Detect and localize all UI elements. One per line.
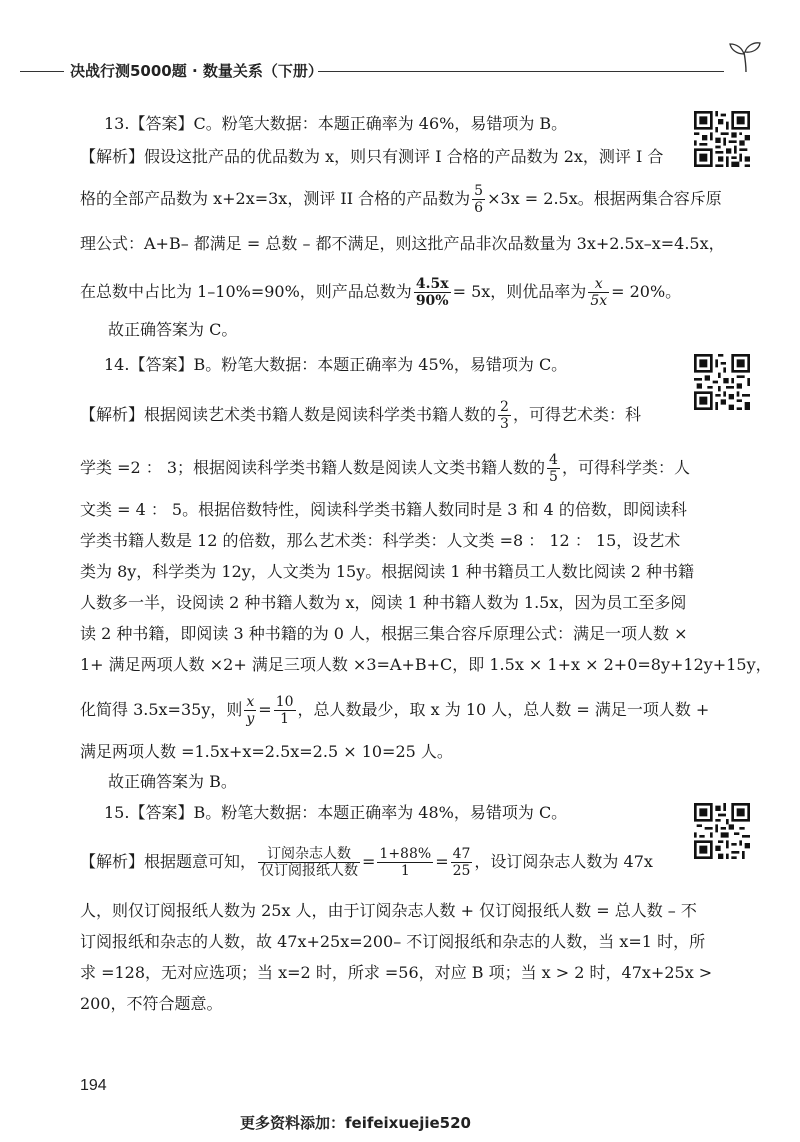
fraction-numerator: 4 [549, 452, 558, 468]
fraction-denominator: 25 [452, 863, 471, 879]
q14-explanation-line: 1+ 满足两项人数 ×2+ 满足三项人数 ×3=A+B+C，即 1.5x × 1+x × 2+0=8y+12y+15y， [80, 655, 772, 674]
q13-conclusion: 故正确答案为 C。 [108, 320, 238, 339]
fraction-denominator: 仅订阅报纸人数 [260, 863, 359, 879]
q15-answer-line: 15.【答案】B。粉笔大数据：本题正确率为 48%，易错项为 C。 [104, 803, 568, 822]
q13-explanation-line [80, 276, 682, 309]
q15-explanation-line: 订阅报纸和杂志的人数，故 47x+25x=200– 不订阅报纸和杂志的人数，当 x=1 时，所 [80, 932, 706, 951]
text-run: ×3x = 2.5x。根据两集合容斥原 [487, 189, 722, 208]
text-run: 在总数中占比为 1–10%=90%，则产品总数为 [80, 282, 412, 301]
text-run: 化简得 3.5x=35y，则 [80, 700, 243, 719]
q15-explanation-line [80, 846, 676, 879]
fraction-numerator: 4.5x [414, 276, 451, 293]
fraction-denominator: 90% [415, 293, 449, 309]
fraction-denominator: y [246, 711, 255, 727]
fraction-numerator: 47 [452, 846, 471, 862]
fraction-numerator: 10 [275, 694, 294, 710]
text-run: = 5x，则优品率为 [452, 282, 587, 301]
text-run: = [258, 700, 272, 719]
text-run: ，总人数最少，取 x 为 10 人，总人数 = 满足一项人数 + [297, 700, 710, 719]
fraction-numerator: 1+88% [379, 846, 432, 862]
fraction [547, 452, 560, 485]
fraction-denominator: 1 [400, 863, 410, 879]
q14-conclusion: 故正确答案为 B。 [108, 772, 237, 791]
running-header [0, 60, 800, 84]
fraction [498, 399, 511, 432]
q14-explanation-line: 读 2 种书籍，即阅读 3 种书籍的为 0 人，根据三集合容斥原理公式：满足一项人数 × [80, 624, 688, 643]
fraction [588, 276, 609, 309]
q14-answer-line: 14.【答案】B。粉笔大数据：本题正确率为 45%，易错项为 C。 [104, 355, 568, 374]
q15-explanation-line: 求 =128，无对应选项；当 x=2 时，所求 =56，对应 B 项；当 x > 2 时，47x+25x > [80, 963, 713, 982]
q14-explanation-line: 文类 = 4 ： 5。根据倍数特性，阅读科学类书籍人数同时是 3 和 4 的倍数，即阅读科 [80, 500, 687, 519]
qr-code-icon [694, 111, 750, 167]
header-rule-left [20, 71, 64, 72]
text-run: = [362, 852, 376, 871]
text-run: ，设订阅杂志人数为 47x [474, 852, 653, 871]
fraction-denominator: 5x [590, 293, 608, 309]
text-run: 学类 =2 ： 3；根据阅读科学类书籍人数是阅读人文类书籍人数的 [80, 458, 546, 477]
fraction-denominator: 3 [500, 416, 509, 432]
fraction [451, 846, 473, 879]
fraction-denominator: 5 [549, 469, 558, 485]
fraction-numerator: 5 [474, 183, 484, 199]
fraction-denominator: 1 [280, 711, 290, 727]
text-run: ，可得科学类：人 [561, 458, 690, 477]
q15-explanation-line: 200，不符合题意。 [80, 994, 223, 1013]
fraction [472, 183, 485, 216]
q13-answer-line: 13.【答案】C。粉笔大数据：本题正确率为 46%，易错项为 B。 [104, 114, 568, 133]
fraction [258, 846, 360, 879]
page-number: 194 [80, 1077, 107, 1094]
q13-explanation-line [80, 183, 722, 216]
fraction-denominator: 6 [474, 200, 484, 216]
fraction [244, 694, 256, 727]
q13-explanation-line: 【解析】假设这批产品的优品数为 x，则只有测评 I 合格的产品数为 2x，测评 I 合 [80, 147, 664, 166]
q15-explanation-line: 人，则仅订阅报纸人数为 25x 人，由于订阅杂志人数 + 仅订阅报纸人数 = 总人数 – 不 [80, 901, 697, 920]
text-run: 格的全部产品数为 x+2x=3x，测评 II 合格的产品数为 [80, 189, 471, 208]
q14-explanation-line [80, 452, 690, 485]
book-title: 决战行测5000题 · 数量关系（下册） [70, 62, 323, 80]
header-rule-right [318, 71, 724, 72]
text-run: = [435, 852, 449, 871]
fraction [377, 846, 433, 879]
text-run: 【解析】根据题意可知， [80, 852, 257, 871]
q14-explanation-line: 类为 8y，科学类为 12y，人文类为 15y。根据阅读 1 种书籍员工人数比阅读 2 种书籍 [80, 562, 694, 581]
fraction-numerator: 订阅杂志人数 [258, 846, 360, 863]
q14-explanation-line [80, 399, 676, 432]
fraction [274, 694, 296, 727]
q14-explanation-line [80, 694, 710, 727]
footer-note: 更多资料添加：feifeixuejie520 [240, 1114, 471, 1132]
qr-code-icon [694, 354, 750, 410]
qr-code-icon [694, 803, 750, 859]
fraction-numerator: 2 [500, 399, 509, 415]
text-run: 【解析】根据阅读艺术类书籍人数是阅读科学类书籍人数的 [80, 405, 497, 424]
fraction-numerator: x [244, 694, 256, 711]
fraction [414, 276, 451, 309]
q14-explanation-line: 学类书籍人数是 12 的倍数，那么艺术类：科学类：人文类 =8 ： 12 ： 15，设艺术 [80, 531, 681, 550]
q13-explanation-line: 理公式：A+B– 都满足 = 总数 – 都不满足，则这批产品非次品数量为 3x+2.5x–x=4.5x， [80, 234, 725, 253]
q14-explanation-line: 满足两项人数 =1.5x+x=2.5x=2.5 × 10=25 人。 [80, 742, 453, 761]
fraction-numerator: x [588, 276, 609, 293]
text-run: = 20%。 [611, 282, 682, 301]
text-run: ，可得艺术类：科 [512, 405, 641, 424]
q14-explanation-line: 人数多一半，设阅读 2 种书籍人数为 x，阅读 1 种书籍人数为 1.5x，因为员工至多阅 [80, 593, 687, 612]
sprout-icon [726, 40, 766, 74]
